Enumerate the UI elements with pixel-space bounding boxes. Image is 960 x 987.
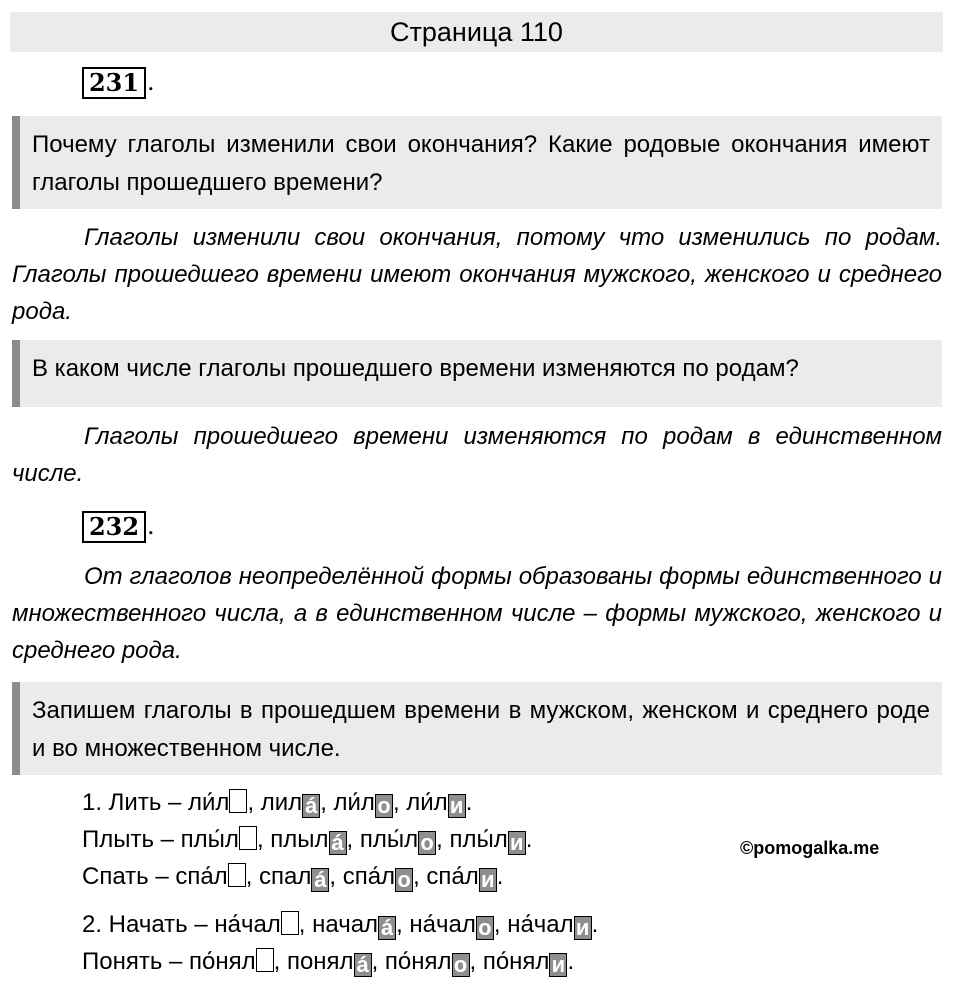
verb-line-spat: Спать – спа́л , спал á , спа́л о, спа́л и. — [82, 863, 504, 892]
ending-box-empty — [239, 826, 257, 850]
task-number-dot: . — [147, 68, 155, 96]
ending-box: и — [479, 868, 497, 892]
ending-box: и — [448, 794, 466, 818]
ending-box-empty — [256, 948, 274, 972]
question-232-1: Запишем глаголы в прошедшем времени в мужском, женском и среднего роде и во множественном числе. — [12, 682, 942, 775]
ending-box: á — [378, 916, 396, 940]
ending-box: á — [329, 831, 347, 855]
verb-line-plyt: Плыть – плы́л , плыл á , плы́л о, плы́л и. — [82, 826, 533, 855]
task-number-232: 232 — [82, 511, 146, 543]
question-231-1: Почему глаголы изменили свои окончания? Какие родовые окончания имеют глаголы прошедшего времени? — [12, 116, 942, 209]
ending-box: и — [549, 953, 567, 977]
ending-box: á — [302, 794, 320, 818]
ending-box: и — [508, 831, 526, 855]
ending-box: и — [574, 916, 592, 940]
ending-box: о — [375, 794, 393, 818]
task-number-dot: . — [147, 512, 155, 540]
ending-box: о — [395, 868, 413, 892]
verb-line-lit: 1. Лить – ли́л , лил á , ли́л о, ли́л и. — [82, 789, 473, 818]
answer-231-1: Глаголы изменили свои окончания, потому что изменились по родам. Глаголы прошедшего времени имеют окончания мужского, женского и среднего рода. — [12, 224, 942, 325]
watermark: ©pomogalka.me — [740, 838, 880, 858]
ending-box: á — [311, 868, 329, 892]
answer-232-1: От глаголов неопределённой формы образованы формы единственного и множественного числа, а в единственном числе – формы мужского, женского и среднего рода. — [12, 563, 942, 664]
ending-box: о — [452, 953, 470, 977]
task-number-231: 231 — [82, 67, 146, 99]
ending-box-empty — [229, 789, 247, 813]
page-title: Страница 110 — [10, 12, 943, 52]
ending-box: á — [354, 953, 372, 977]
ending-box: о — [476, 916, 494, 940]
verb-line-ponyat: Понять – по́нял , понял á , по́нял о, по́нял и. — [82, 948, 575, 977]
ending-box-empty — [281, 911, 299, 935]
question-231-2: В каком числе глаголы прошедшего времени изменяются по родам? — [12, 340, 942, 407]
ending-box-empty — [228, 863, 246, 887]
verb-line-nachat: 2. Начать – на́чал , начал á , на́чал о, на́чал и. — [82, 911, 599, 940]
answer-231-2: Глаголы прошедшего времени изменяются по родам в единственном числе. — [12, 423, 942, 487]
ending-box: о — [418, 831, 436, 855]
